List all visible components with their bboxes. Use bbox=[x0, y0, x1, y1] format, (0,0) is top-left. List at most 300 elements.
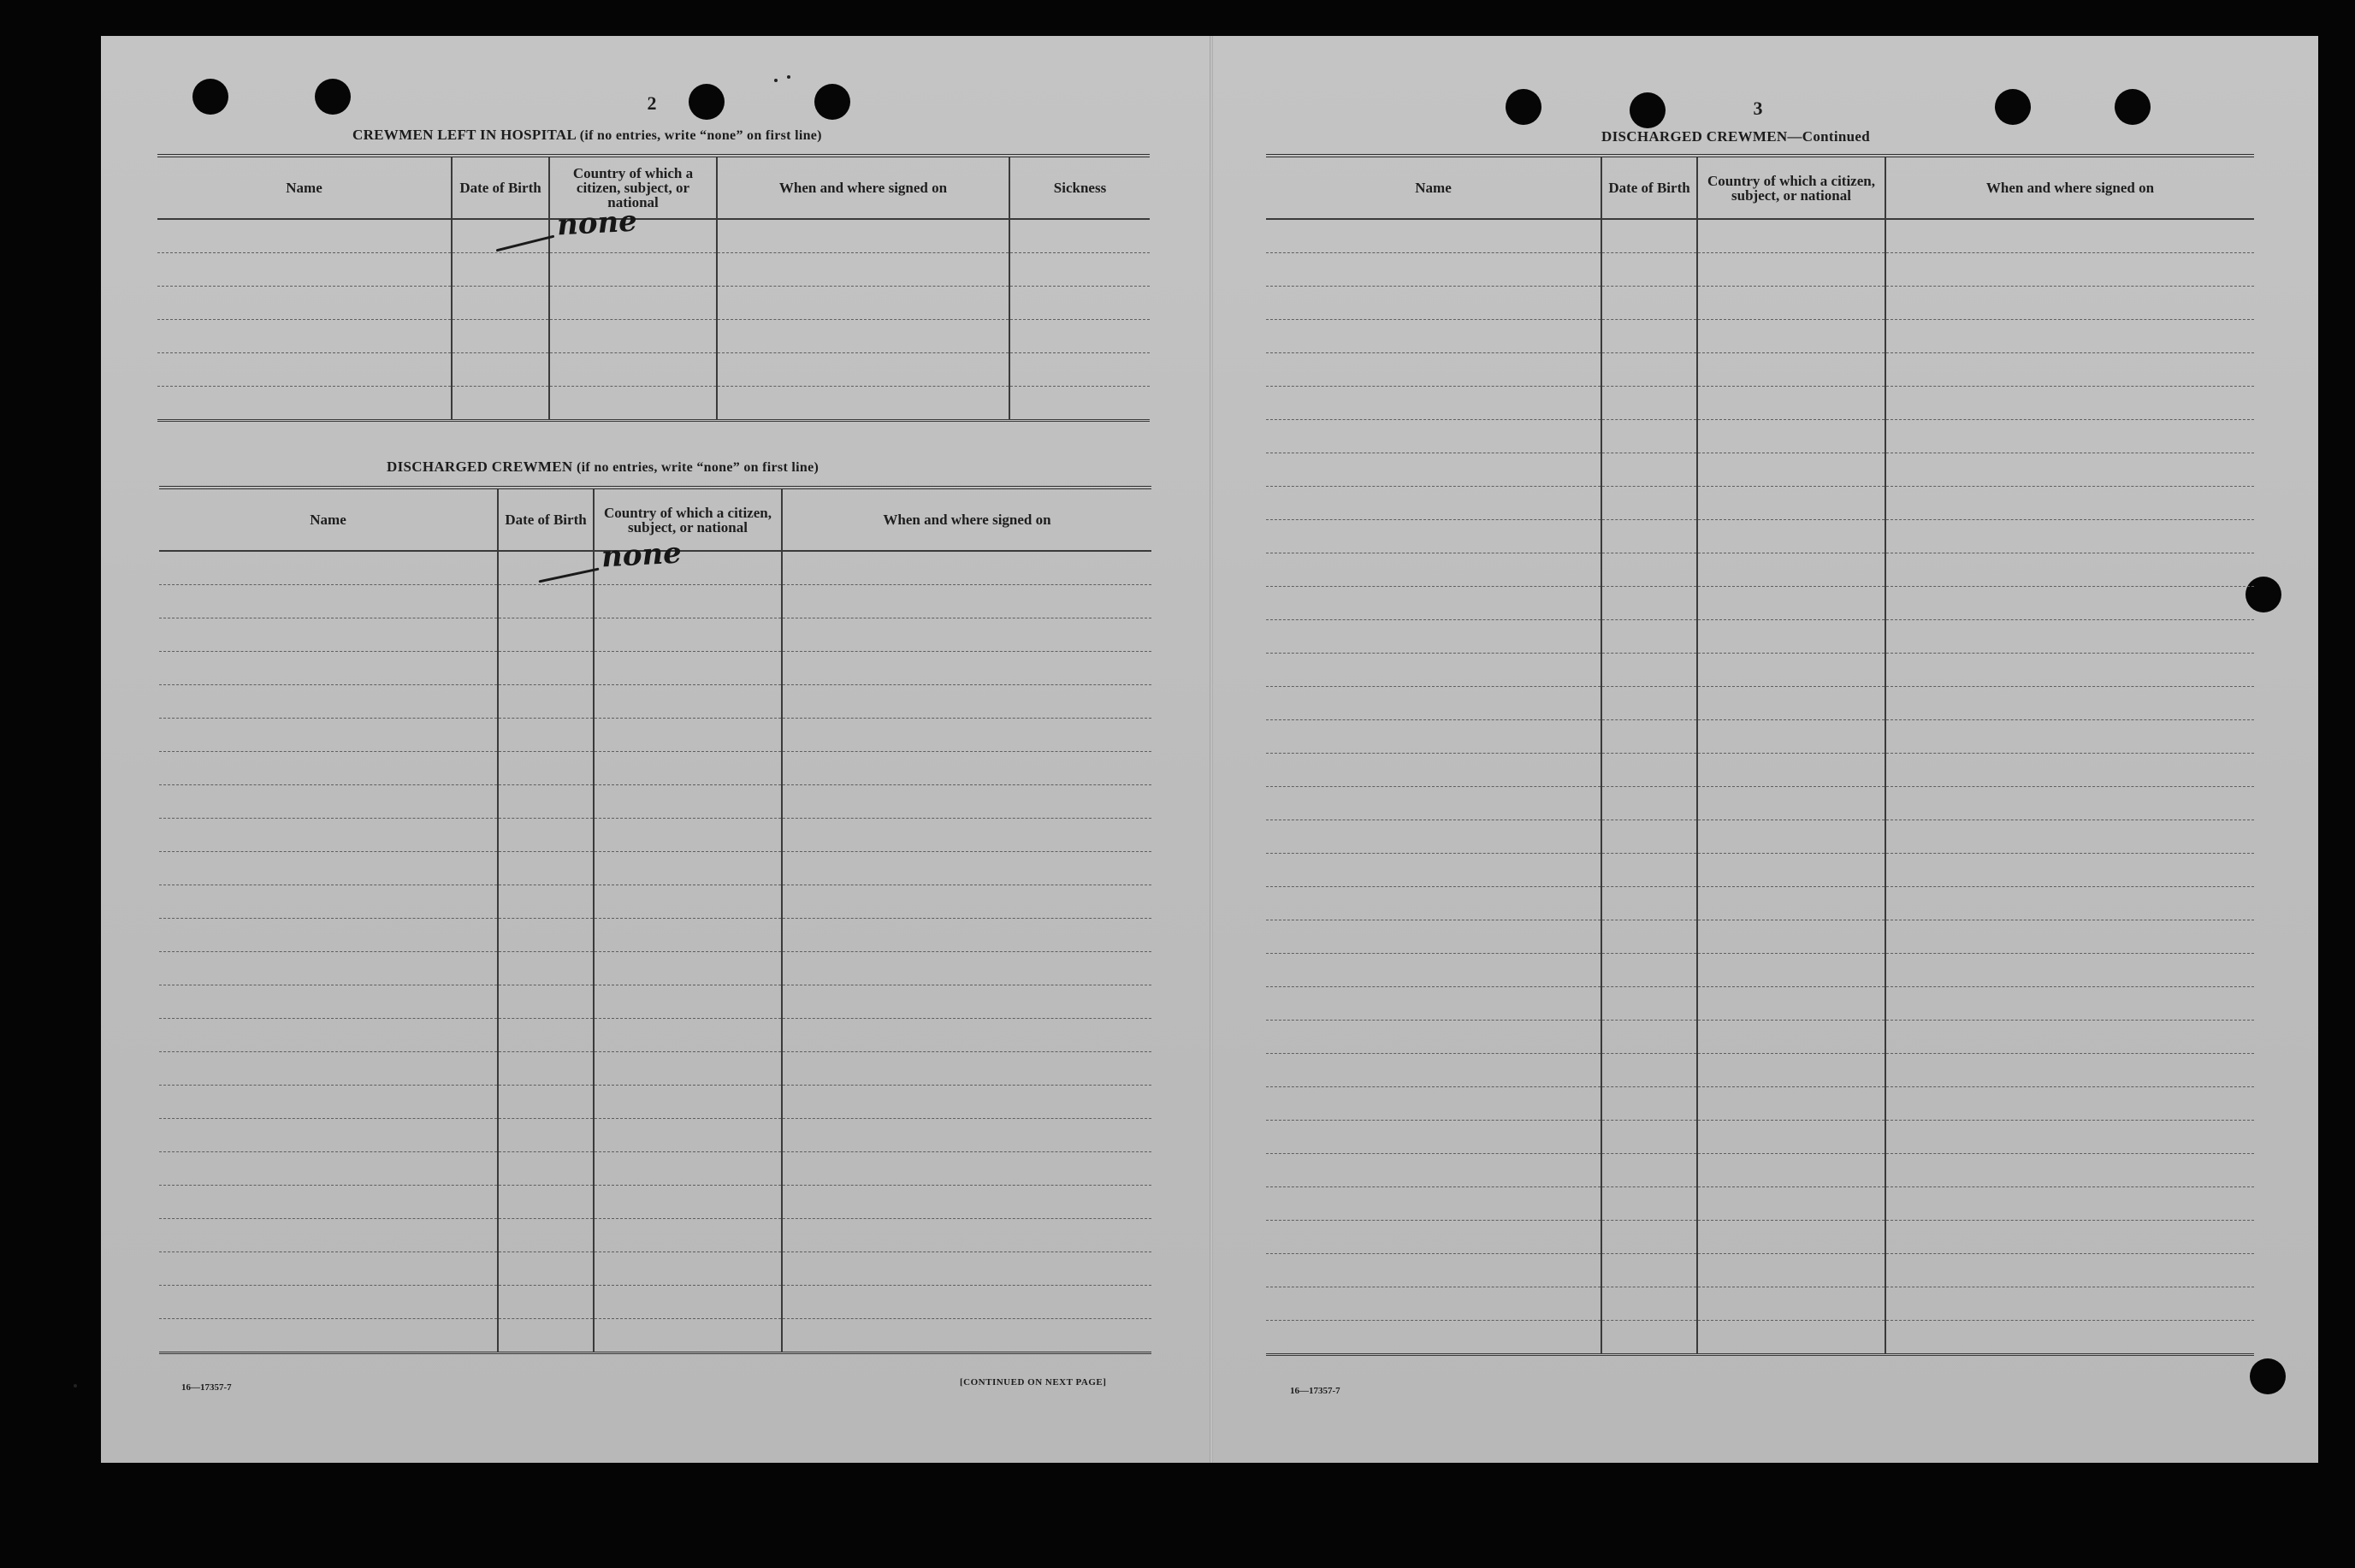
discharged-continued-table bbox=[1266, 154, 2254, 1356]
table-cell bbox=[159, 852, 498, 885]
table-row bbox=[1266, 720, 2254, 754]
table-cell bbox=[1697, 920, 1885, 954]
table-cell bbox=[1009, 253, 1150, 287]
table-row bbox=[159, 1186, 1151, 1219]
table-cell bbox=[1885, 287, 2254, 320]
table-cell bbox=[1601, 520, 1697, 553]
table-cell bbox=[1266, 1121, 1601, 1154]
table-cell bbox=[1697, 620, 1885, 654]
table-cell bbox=[1601, 453, 1697, 487]
speck bbox=[787, 75, 790, 79]
table-row bbox=[159, 1152, 1151, 1186]
column-header-signed-on: When and where signed on bbox=[1885, 156, 2254, 219]
table-cell bbox=[159, 585, 498, 618]
table-cell bbox=[1601, 1187, 1697, 1221]
handwritten-entry: none bbox=[601, 535, 683, 575]
table-cell bbox=[1697, 787, 1885, 820]
table-cell bbox=[1885, 1087, 2254, 1121]
column-header-country: Country of which a citizen, subject, or national bbox=[549, 156, 717, 219]
table-row bbox=[1266, 1054, 2254, 1087]
table-cell bbox=[1266, 320, 1601, 353]
table-cell bbox=[594, 1286, 782, 1319]
hospital-subtitle: (if no entries, write “none” on first line) bbox=[579, 128, 822, 143]
table-cell bbox=[594, 752, 782, 785]
table-cell bbox=[1885, 1187, 2254, 1221]
table-cell bbox=[782, 551, 1151, 585]
handwritten-entry: none bbox=[556, 204, 638, 243]
table-cell bbox=[1266, 687, 1601, 720]
table-cell bbox=[1697, 453, 1885, 487]
table-cell bbox=[1601, 387, 1697, 420]
table-row bbox=[1266, 553, 2254, 587]
table-cell bbox=[1885, 1321, 2254, 1355]
column-header-date-of-birth: Date of Birth bbox=[498, 488, 594, 551]
column-header-date-of-birth: Date of Birth bbox=[1601, 156, 1697, 219]
table-cell bbox=[1885, 1154, 2254, 1187]
table-cell bbox=[1601, 1287, 1697, 1321]
table-row bbox=[159, 719, 1151, 752]
table-cell bbox=[498, 719, 594, 752]
table-cell bbox=[157, 287, 452, 320]
table-cell bbox=[1697, 387, 1885, 420]
table-row bbox=[159, 919, 1151, 952]
table-cell bbox=[594, 885, 782, 919]
table-cell bbox=[159, 1319, 498, 1353]
table-cell bbox=[782, 885, 1151, 919]
table-cell bbox=[1885, 487, 2254, 520]
table-cell bbox=[782, 952, 1151, 985]
table-cell bbox=[159, 1219, 498, 1252]
column-header-name: Name bbox=[1266, 156, 1601, 219]
table-cell bbox=[498, 652, 594, 685]
table-row bbox=[1266, 1087, 2254, 1121]
table-cell bbox=[594, 1252, 782, 1286]
table-row bbox=[1266, 620, 2254, 654]
table-cell bbox=[159, 685, 498, 719]
pen-stroke bbox=[496, 235, 555, 252]
table-cell bbox=[1697, 1254, 1885, 1287]
table-cell bbox=[782, 1286, 1151, 1319]
table-cell bbox=[1601, 1154, 1697, 1187]
table-row bbox=[159, 685, 1151, 719]
speck bbox=[74, 1384, 77, 1388]
discharged-table bbox=[159, 486, 1151, 1354]
pen-stroke bbox=[538, 568, 599, 583]
table-cell bbox=[1601, 420, 1697, 453]
table-row bbox=[159, 885, 1151, 919]
table-row bbox=[1266, 954, 2254, 987]
table-cell bbox=[594, 1186, 782, 1219]
table-cell bbox=[498, 1186, 594, 1219]
table-cell bbox=[1266, 253, 1601, 287]
column-header-name: Name bbox=[157, 156, 452, 219]
table-cell bbox=[1601, 1021, 1697, 1054]
table-cell bbox=[498, 1019, 594, 1052]
table-cell bbox=[1266, 453, 1601, 487]
table-cell bbox=[1601, 820, 1697, 854]
table-row bbox=[1266, 1121, 2254, 1154]
table-cell bbox=[1885, 387, 2254, 420]
table-cell bbox=[1266, 754, 1601, 787]
table-cell bbox=[1697, 553, 1885, 587]
table-cell bbox=[1266, 787, 1601, 820]
table-row bbox=[1266, 1287, 2254, 1321]
table-cell bbox=[717, 287, 1009, 320]
table-cell bbox=[159, 919, 498, 952]
table-cell bbox=[1885, 1021, 2254, 1054]
table-row bbox=[159, 1286, 1151, 1319]
table-cell bbox=[1885, 320, 2254, 353]
table-cell bbox=[452, 219, 549, 253]
table-cell bbox=[498, 1286, 594, 1319]
table-cell bbox=[498, 985, 594, 1019]
table-cell bbox=[1266, 654, 1601, 687]
table-cell bbox=[594, 652, 782, 685]
table-cell bbox=[1885, 553, 2254, 587]
discharged-subtitle: (if no entries, write “none” on first line) bbox=[577, 460, 820, 475]
table-cell bbox=[594, 685, 782, 719]
table-row bbox=[1266, 219, 2254, 253]
table-cell bbox=[1885, 654, 2254, 687]
table-cell bbox=[452, 387, 549, 421]
table-cell bbox=[157, 320, 452, 353]
table-cell bbox=[782, 752, 1151, 785]
hospital-table bbox=[157, 154, 1150, 422]
table-row bbox=[1266, 387, 2254, 420]
table-row bbox=[1266, 787, 2254, 820]
column-header-name: Name bbox=[159, 488, 498, 551]
hospital-section-title bbox=[352, 127, 822, 144]
table-row bbox=[159, 1086, 1151, 1119]
column-header-sickness: Sickness bbox=[1009, 156, 1150, 219]
table-cell bbox=[498, 919, 594, 952]
table-cell bbox=[159, 1086, 498, 1119]
table-cell bbox=[1601, 1054, 1697, 1087]
table-cell bbox=[594, 785, 782, 819]
table-cell bbox=[1266, 620, 1601, 654]
table-row bbox=[159, 1019, 1151, 1052]
table-cell bbox=[1697, 287, 1885, 320]
table-cell bbox=[782, 1252, 1151, 1286]
table-cell bbox=[1266, 1321, 1601, 1355]
table-row bbox=[1266, 1187, 2254, 1221]
table-cell bbox=[594, 919, 782, 952]
table-cell bbox=[1885, 1054, 2254, 1087]
table-row bbox=[1266, 854, 2254, 887]
table-cell bbox=[1697, 820, 1885, 854]
table-cell bbox=[1601, 887, 1697, 920]
table-cell bbox=[1266, 1287, 1601, 1321]
table-cell bbox=[549, 253, 717, 287]
table-row bbox=[1266, 453, 2254, 487]
table-cell bbox=[594, 1319, 782, 1353]
table-cell bbox=[549, 204, 717, 253]
table-cell bbox=[1266, 1021, 1601, 1054]
table-row bbox=[1266, 587, 2254, 620]
table-cell bbox=[549, 387, 717, 421]
table-cell bbox=[1601, 920, 1697, 954]
table-cell bbox=[1885, 687, 2254, 720]
table-cell bbox=[1697, 1087, 1885, 1121]
table-cell bbox=[1009, 353, 1150, 387]
table-row bbox=[1266, 1321, 2254, 1355]
table-cell bbox=[159, 1119, 498, 1152]
table-cell bbox=[157, 253, 452, 287]
table-cell bbox=[782, 819, 1151, 852]
table-cell bbox=[1009, 387, 1150, 421]
table-cell bbox=[1601, 553, 1697, 587]
table-cell bbox=[1266, 520, 1601, 553]
table-cell bbox=[1885, 620, 2254, 654]
table-cell bbox=[452, 253, 549, 287]
table-cell bbox=[1266, 353, 1601, 387]
table-cell bbox=[498, 1219, 594, 1252]
table-cell bbox=[1697, 687, 1885, 720]
discharged-section-title bbox=[387, 459, 819, 476]
table-cell bbox=[159, 819, 498, 852]
table-row bbox=[159, 652, 1151, 685]
column-header-date-of-birth: Date of Birth bbox=[452, 156, 549, 219]
table-row bbox=[1266, 487, 2254, 520]
table-cell bbox=[498, 1119, 594, 1152]
table-cell bbox=[1697, 1154, 1885, 1187]
table-cell bbox=[1601, 620, 1697, 654]
table-cell bbox=[1601, 787, 1697, 820]
table-cell bbox=[1601, 1087, 1697, 1121]
table-cell bbox=[1601, 954, 1697, 987]
table-cell bbox=[1266, 1221, 1601, 1254]
table-cell bbox=[782, 1219, 1151, 1252]
table-cell bbox=[1601, 687, 1697, 720]
table-cell bbox=[1266, 487, 1601, 520]
left-page bbox=[156, 0, 1157, 1427]
table-cell bbox=[594, 1019, 782, 1052]
table-cell bbox=[1885, 1287, 2254, 1321]
table-cell bbox=[717, 253, 1009, 287]
table-cell bbox=[1885, 253, 2254, 287]
table-cell bbox=[1266, 954, 1601, 987]
table-cell bbox=[1697, 487, 1885, 520]
table-cell bbox=[1601, 287, 1697, 320]
table-row bbox=[159, 1219, 1151, 1252]
table-row bbox=[159, 752, 1151, 785]
column-header-country: Country of which a citizen, subject, or national bbox=[594, 488, 782, 551]
table-cell bbox=[594, 852, 782, 885]
column-header-signed-on: When and where signed on bbox=[717, 156, 1009, 219]
table-cell bbox=[498, 1052, 594, 1086]
table-cell bbox=[1697, 987, 1885, 1021]
table-cell bbox=[1697, 654, 1885, 687]
table-cell bbox=[594, 819, 782, 852]
table-cell bbox=[782, 685, 1151, 719]
page-fold bbox=[1210, 36, 1213, 1463]
table-cell bbox=[159, 1286, 498, 1319]
table-cell bbox=[159, 551, 498, 585]
table-cell bbox=[1885, 920, 2254, 954]
table-row bbox=[1266, 754, 2254, 787]
table-row bbox=[1266, 420, 2254, 453]
table-cell bbox=[452, 353, 549, 387]
table-cell bbox=[717, 353, 1009, 387]
table-cell bbox=[157, 353, 452, 387]
table-cell bbox=[1266, 387, 1601, 420]
table-cell bbox=[1601, 754, 1697, 787]
table-row bbox=[1266, 320, 2254, 353]
table-row bbox=[159, 785, 1151, 819]
table-cell bbox=[452, 287, 549, 320]
table-cell bbox=[1697, 1221, 1885, 1254]
table-cell bbox=[1266, 920, 1601, 954]
table-cell bbox=[1885, 987, 2254, 1021]
table-cell bbox=[717, 320, 1009, 353]
table-cell bbox=[1697, 954, 1885, 987]
table-cell bbox=[1266, 1154, 1601, 1187]
table-cell bbox=[498, 618, 594, 652]
table-cell bbox=[782, 618, 1151, 652]
table-cell bbox=[594, 1152, 782, 1186]
table-cell bbox=[159, 618, 498, 652]
table-cell bbox=[1601, 320, 1697, 353]
table-cell bbox=[1697, 1021, 1885, 1054]
hospital-title: CREWMEN LEFT IN HOSPITAL bbox=[352, 127, 577, 143]
table-cell bbox=[1885, 453, 2254, 487]
table-cell bbox=[1601, 1321, 1697, 1355]
table-cell bbox=[1885, 219, 2254, 253]
table-row bbox=[1266, 253, 2254, 287]
table-row bbox=[1266, 287, 2254, 320]
continued-note: [CONTINUED ON NEXT PAGE] bbox=[960, 1377, 1107, 1388]
table-cell bbox=[594, 1219, 782, 1252]
table-row bbox=[1266, 687, 2254, 720]
table-cell bbox=[159, 752, 498, 785]
table-cell bbox=[1885, 887, 2254, 920]
table-row bbox=[1266, 887, 2254, 920]
table-cell bbox=[1266, 987, 1601, 1021]
table-cell bbox=[1601, 253, 1697, 287]
table-cell bbox=[1885, 754, 2254, 787]
table-cell bbox=[1697, 353, 1885, 387]
table-cell bbox=[782, 1086, 1151, 1119]
table-cell bbox=[1697, 1321, 1885, 1355]
table-row bbox=[1266, 654, 2254, 687]
table-cell bbox=[1266, 287, 1601, 320]
table-row bbox=[159, 852, 1151, 885]
table-row bbox=[159, 952, 1151, 985]
table-row bbox=[159, 1319, 1151, 1353]
column-header-country: Country of which a citizen, subject, or national bbox=[1697, 156, 1885, 219]
table-cell bbox=[1697, 253, 1885, 287]
table-cell bbox=[782, 852, 1151, 885]
table-cell bbox=[1266, 553, 1601, 587]
table-cell bbox=[594, 1086, 782, 1119]
table-row bbox=[159, 1119, 1151, 1152]
table-cell bbox=[1697, 720, 1885, 754]
table-cell bbox=[498, 885, 594, 919]
table-row bbox=[1266, 820, 2254, 854]
table-cell bbox=[1266, 720, 1601, 754]
table-cell bbox=[717, 387, 1009, 421]
table-cell bbox=[498, 1319, 594, 1353]
table-cell bbox=[549, 320, 717, 353]
table-cell bbox=[594, 535, 782, 585]
table-cell bbox=[1697, 1054, 1885, 1087]
table-cell bbox=[1885, 520, 2254, 553]
table-cell bbox=[782, 785, 1151, 819]
table-cell bbox=[1697, 854, 1885, 887]
table-row bbox=[1266, 920, 2254, 954]
table-cell bbox=[498, 852, 594, 885]
table-cell bbox=[498, 1152, 594, 1186]
table-cell bbox=[1697, 219, 1885, 253]
table-cell bbox=[452, 320, 549, 353]
table-row bbox=[159, 585, 1151, 618]
form-code: 16—17357-7 bbox=[181, 1382, 232, 1393]
speck bbox=[774, 79, 778, 82]
table-cell bbox=[1601, 1121, 1697, 1154]
table-cell bbox=[498, 1086, 594, 1119]
table-cell bbox=[1266, 854, 1601, 887]
table-cell bbox=[159, 1252, 498, 1286]
table-cell bbox=[159, 1186, 498, 1219]
table-row bbox=[159, 819, 1151, 852]
table-row bbox=[1266, 1221, 2254, 1254]
table-cell bbox=[1601, 720, 1697, 754]
table-cell bbox=[1885, 787, 2254, 820]
table-cell bbox=[498, 551, 594, 585]
table-row bbox=[159, 1052, 1151, 1086]
table-cell bbox=[1266, 887, 1601, 920]
table-cell bbox=[1601, 654, 1697, 687]
table-cell bbox=[159, 719, 498, 752]
table-cell bbox=[1266, 420, 1601, 453]
table-cell bbox=[1601, 1221, 1697, 1254]
table-row bbox=[159, 985, 1151, 1019]
table-cell bbox=[498, 819, 594, 852]
table-cell bbox=[1697, 520, 1885, 553]
right-page bbox=[1266, 0, 2258, 1427]
table-cell bbox=[594, 952, 782, 985]
table-cell bbox=[782, 1319, 1151, 1353]
table-cell bbox=[159, 985, 498, 1019]
table-cell bbox=[1697, 420, 1885, 453]
table-cell bbox=[1885, 587, 2254, 620]
table-cell bbox=[1601, 353, 1697, 387]
table-cell bbox=[782, 585, 1151, 618]
table-cell bbox=[782, 719, 1151, 752]
table-cell bbox=[1266, 219, 1601, 253]
table-cell bbox=[1697, 587, 1885, 620]
table-cell bbox=[498, 952, 594, 985]
table-cell bbox=[1009, 320, 1150, 353]
page-number: 2 bbox=[647, 92, 657, 114]
table-cell bbox=[159, 785, 498, 819]
table-cell bbox=[717, 219, 1009, 253]
table-cell bbox=[157, 387, 452, 421]
table-cell bbox=[159, 952, 498, 985]
table-cell bbox=[782, 652, 1151, 685]
table-cell bbox=[782, 1052, 1151, 1086]
table-cell bbox=[498, 785, 594, 819]
table-cell bbox=[1601, 587, 1697, 620]
table-cell bbox=[1697, 887, 1885, 920]
table-cell bbox=[498, 752, 594, 785]
table-cell bbox=[594, 1119, 782, 1152]
table-cell bbox=[1601, 219, 1697, 253]
table-cell bbox=[1009, 287, 1150, 320]
table-row bbox=[1266, 1254, 2254, 1287]
table-cell bbox=[1601, 987, 1697, 1021]
table-cell bbox=[1697, 754, 1885, 787]
